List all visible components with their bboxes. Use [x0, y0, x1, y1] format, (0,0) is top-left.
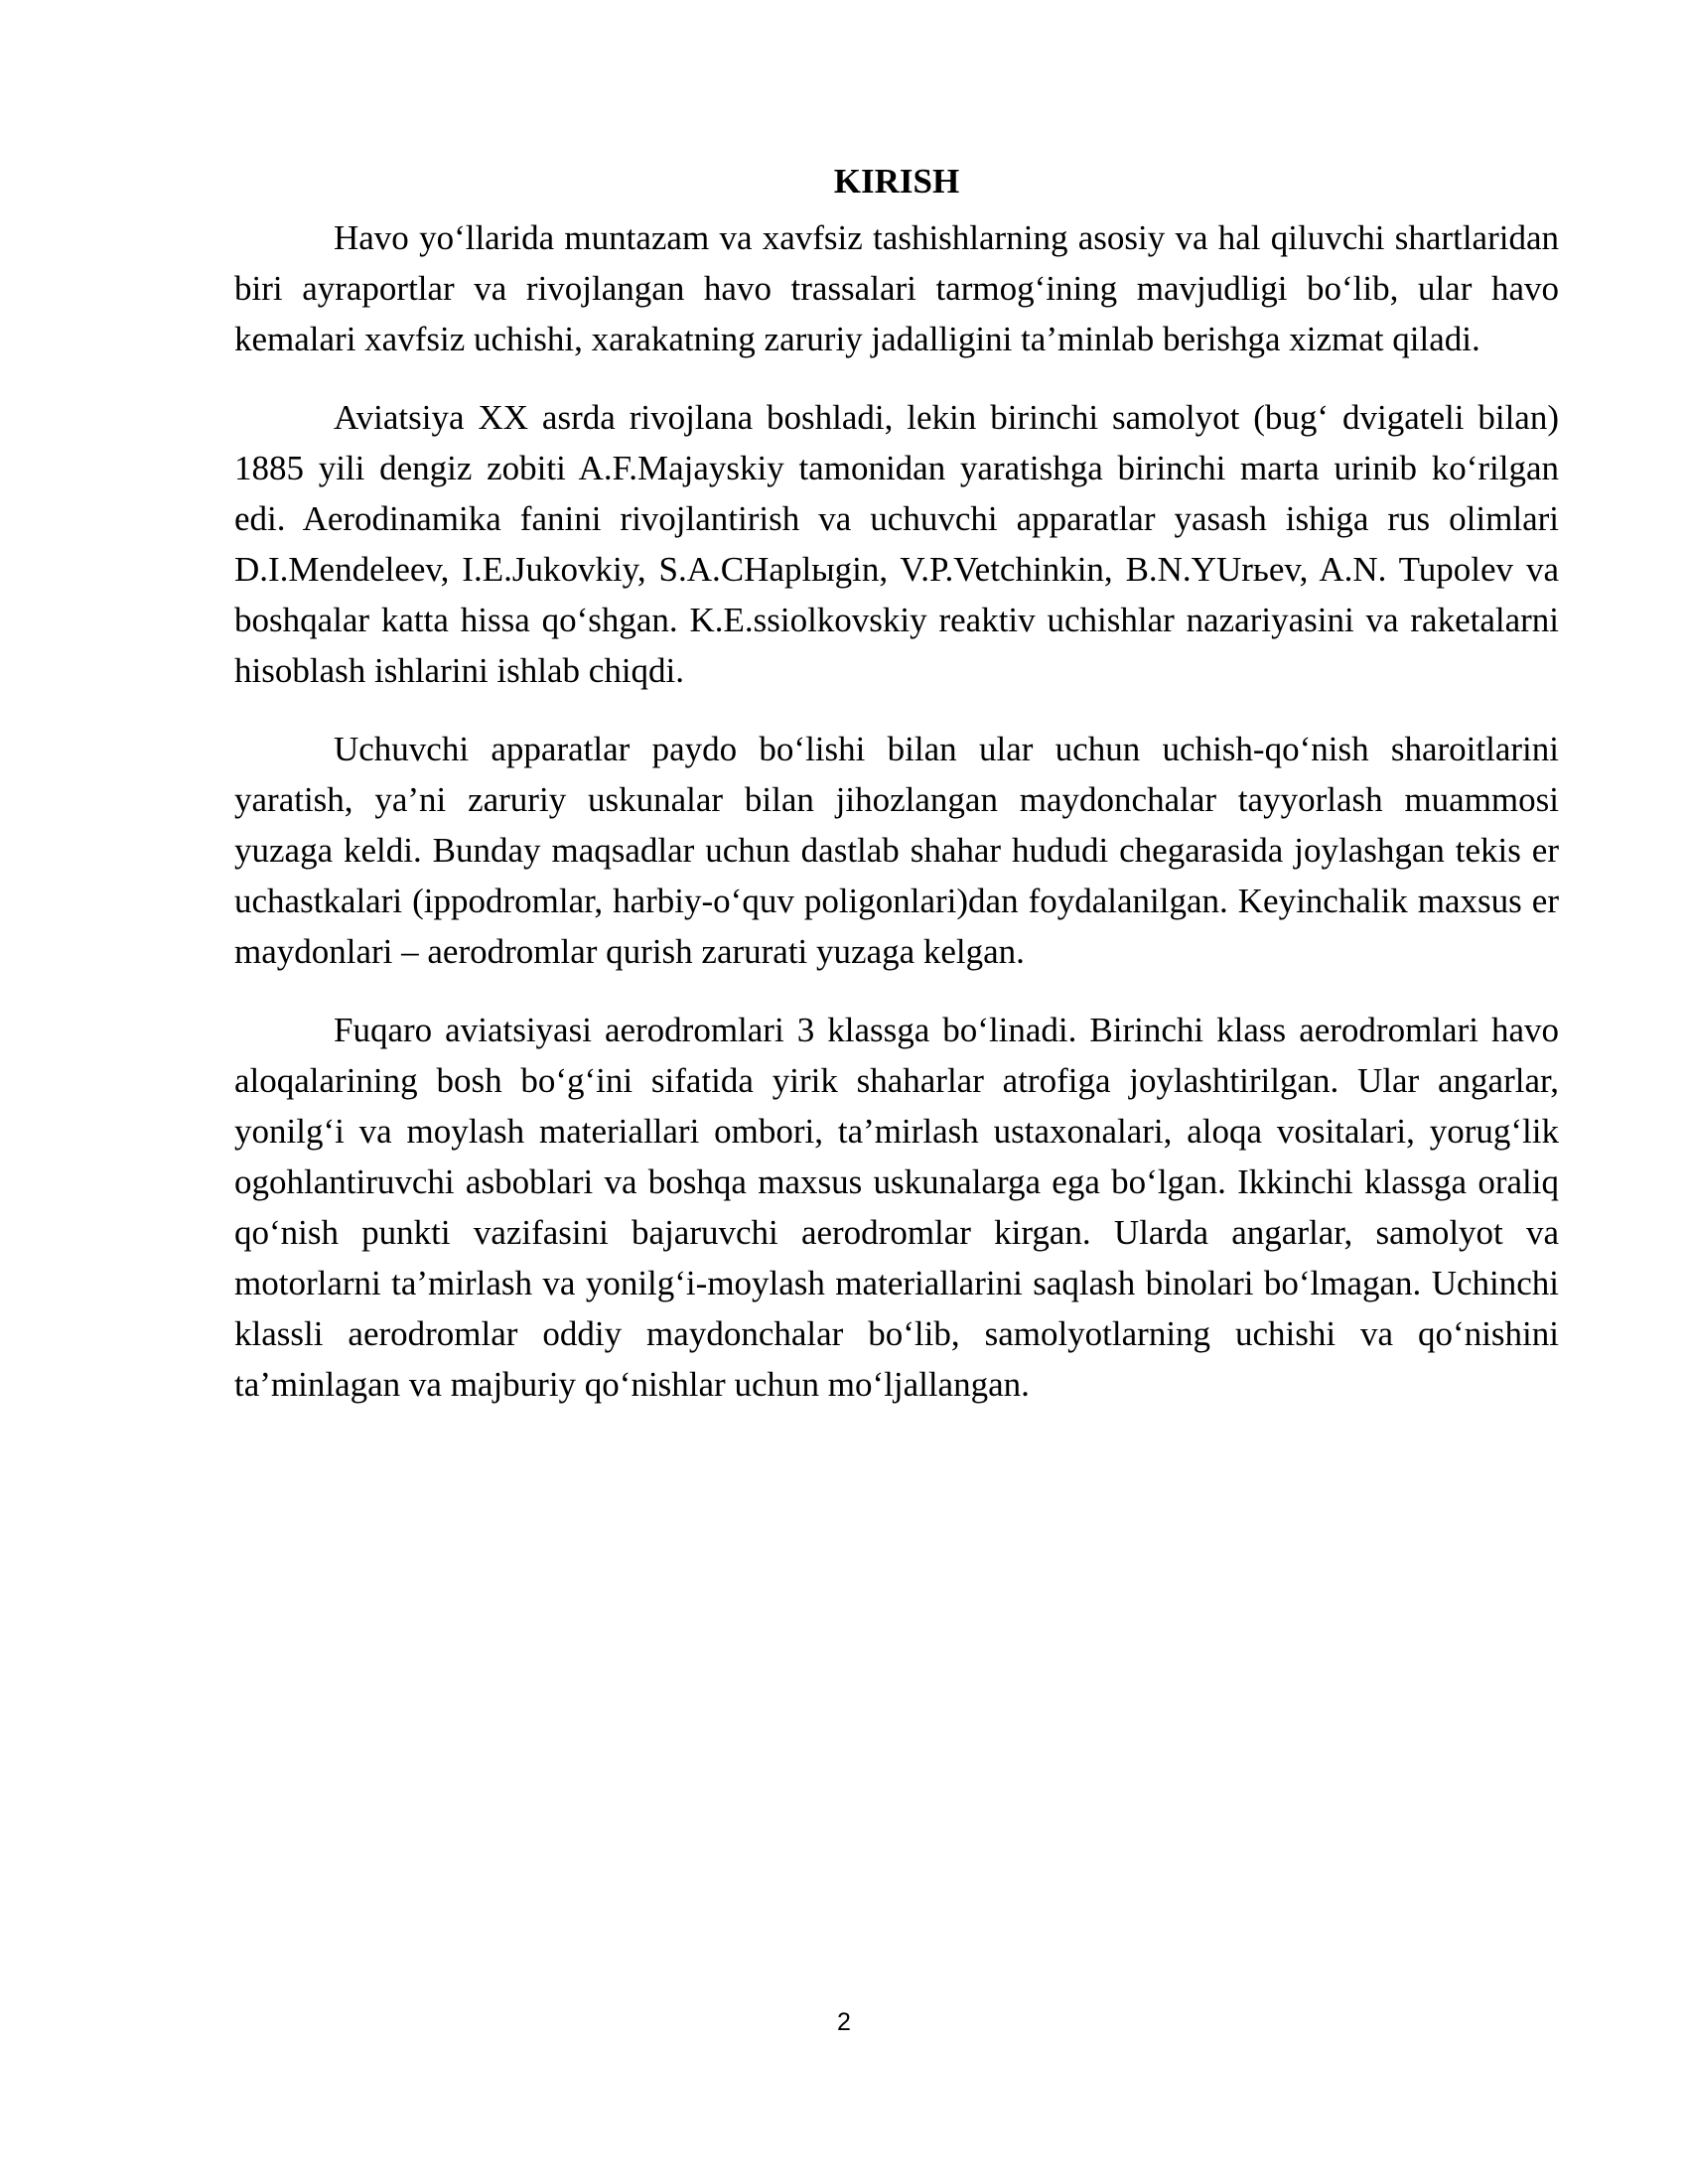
- page-content: [234, 157, 1559, 1437]
- paragraph-3: Uchuvchi apparatlar paydo bo‘lishi bilan ular uchun uchish-qo‘nish sharoitlarini yaratish, ya’ni zaruriy uskunalar bilan jihozlangan maydonchalar tayyorlash muammosi yuzaga keldi. Bunday maqsadlar uchun dastlab shahar hududi chegarasida joylashgan tekis er uchastkalari (ippodromlar, harbiy-o‘quv poligonlari)dan foydalanilgan. Keyinchalik maxsus er maydonlari – aerodromlar qurish zarurati yuzaga kelgan.: [234, 730, 1559, 971]
- page-title: KIRISH: [833, 162, 960, 201]
- paragraph-1: Havo yo‘llarida muntazam va xavfsiz tashishlarning asosiy va hal qiluvchi shartlaridan biri ayraportlar va rivojlangan havo trassalari tarmog‘ining mavjudligi bo‘lib, ular havo kemalari xavfsiz uchishi, xarakatning zaruriy jadalligini ta’minlab berishga xizmat qiladi.: [234, 218, 1559, 358]
- paragraph-2: Aviatsiya XX asrda rivojlana boshladi, lekin birinchi samolyot (bug‘ dvigateli bilan) 1885 yili dengiz zobiti A.F.Majayskiy tamonidan yaratishga birinchi marta urinib ko‘rilgan edi. Aerodinamika fanini rivojlantirish va uchuvchi apparatlar yasash ishiga rus olimlari D.I.Mendeleev, I.E.Jukovkiy, S.A.CHaplыgin, V.P.Vetchinkin, B.N.YUrьev, A.N. Tupolev va boshqalar katta hissa qo‘shgan. K.E.ssiolkovskiy reaktiv uchishlar nazariyasini va raketalarni hisoblash ishlarini ishlab chiqdi.: [234, 398, 1559, 690]
- paragraph-4: Fuqaro aviatsiyasi aerodromlari 3 klassga bo‘linadi. Birinchi klass aerodromlari havo aloqalarining bosh bo‘g‘ini sifatida yirik shaharlar atrofiga joylashtirilgan. Ular angarlar, yonilg‘i va moylash materiallari ombori, ta’mirlash ustaxonalari, aloqa vositalari, yorug‘lik ogohlantiruvchi asboblari va boshqa maxsus uskunalarga ega bo‘lgan. Ikkinchi klassga oraliq qo‘nish punkti vazifasini bajaruvchi aerodromlar kirgan. Ularda angarlar, samolyot va motorlarni ta’mirlash va yonilg‘i-moylash materiallarini saqlash binolari bo‘lmagan. Uchinchi klassli aerodromlar oddiy maydonchalar bo‘lib, samolyotlarning uchishi va qo‘nishini ta’minlagan va majburiy qo‘nishlar uchun mo‘ljallangan.: [234, 1011, 1559, 1404]
- page-number: 2: [837, 2008, 851, 2036]
